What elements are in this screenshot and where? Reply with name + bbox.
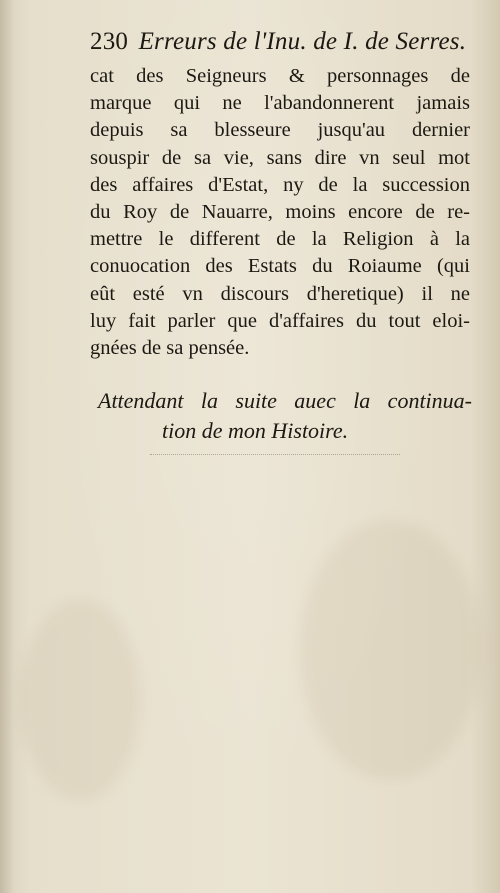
closing-note [98, 386, 472, 446]
page-header [90, 28, 467, 64]
running-title: Erreurs de l'Inu. de I. de Serres. [138, 28, 467, 55]
closing-line: tion de mon Histoire. [162, 418, 349, 443]
closing-line: Attendant la suite auec la continua- [98, 388, 472, 413]
text-line: des affaires d'Estat, ny de la succession [90, 173, 470, 196]
text-line: luy fait parler que d'affaires du tout eloi- [90, 309, 470, 332]
page-gutter-shadow [0, 0, 14, 893]
text-line: eût esté vn discours d'heretique) il ne [90, 282, 470, 305]
paper-stain [20, 600, 140, 800]
page-number: 230 [90, 28, 129, 55]
body-paragraph [90, 63, 470, 362]
ornamental-rule [150, 454, 400, 455]
text-line: du Roy de Nauarre, moins encore de re- [90, 200, 470, 223]
text-line: gnées de sa pensée. [90, 336, 250, 359]
text-line: marque qui ne l'abandonnerent jamais [90, 92, 470, 115]
text-line: depuis sa blesseure jusqu'au dernier [90, 119, 470, 142]
text-line: conuocation des Estats du Roiaume (qui [90, 255, 470, 278]
text-line: mettre le different de la Religion à la [90, 228, 470, 251]
text-line: souspir de sa vie, sans dire vn seul mot [90, 146, 470, 169]
text-line: cat des Seigneurs & personnages de [90, 65, 470, 87]
paper-stain [300, 520, 480, 780]
